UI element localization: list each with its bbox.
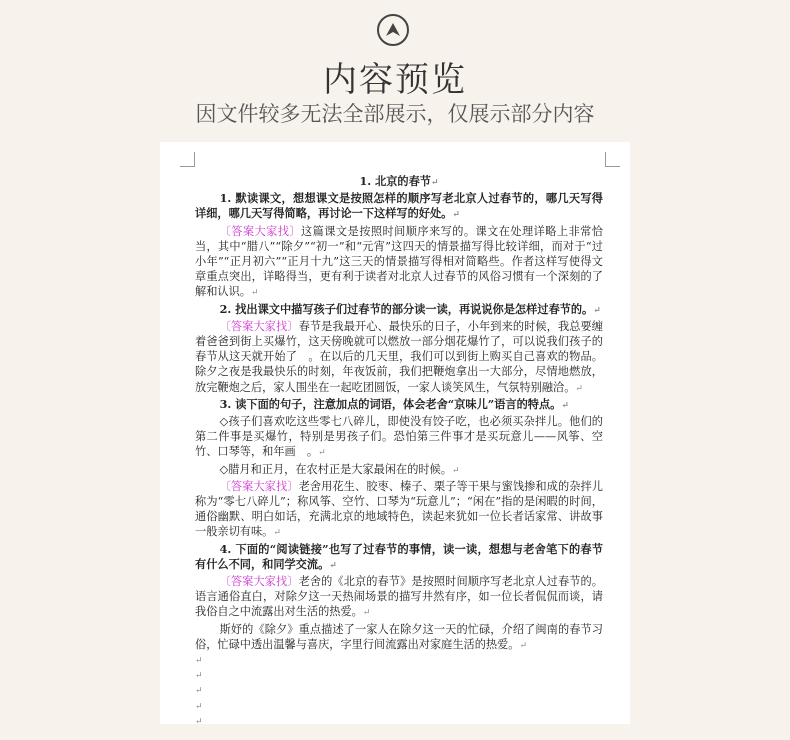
answer-tag: 〔答案大家找〕 xyxy=(219,319,299,333)
page-subtitle: 因文件较多无法全部展示，仅展示部分内容 xyxy=(195,102,595,126)
empty-paragraph: ↵ xyxy=(195,701,203,712)
answer-4a: 〔答案大家找〕老舍的《北京的春节》是按照时间顺序写老北京人过春节的。语言通俗直白，对除夕这一天热闹场景的描写井然有序，如一位长者侃侃而谈，请我俗自之中流露出对生活的热爱。↵ xyxy=(195,575,603,619)
question-1: 1. 默读课文，想想课文是按照怎样的顺序写老北京人过春节的，哪几天写得详细，哪几天写得简略，再讨论一下这样写的好处。↵ xyxy=(195,191,603,221)
empty-paragraph: ↵ xyxy=(195,716,203,724)
answer-tag: 〔答案大家找〕 xyxy=(219,575,299,589)
arrow-up-icon xyxy=(384,21,402,39)
page-corner-mark xyxy=(180,152,195,167)
sentence-3a: ◇孩子们喜欢吃这些零七八碎儿，即使没有饺子吃，也必须买杂拌儿。他们的第二件事是买爆竹，特别是男孩子们。恐怕第三件事才是买玩意儿——风筝、空竹、口琴等，和年画 。↵ xyxy=(195,415,603,459)
document-body xyxy=(195,174,603,724)
empty-paragraph: ↵ xyxy=(195,686,203,697)
question-2: 2. 找出课文中描写孩子们过春节的部分读一读，再说说你是怎样过春节的。↵ xyxy=(219,301,601,316)
doc-heading: 1. 北京的春节↵ xyxy=(359,174,439,188)
sentence-3b: ◇腊月和正月，在农村正是大家最闲在的时候。↵ xyxy=(219,462,460,476)
document-preview xyxy=(160,142,630,724)
page-corner-mark xyxy=(605,152,620,167)
empty-paragraph: ↵ xyxy=(195,671,203,682)
answer-tag: 〔答案大家找〕 xyxy=(219,224,302,238)
question-4: 4. 下面的“阅读链接”也写了过春节的事情，读一读，想想与老舍笔下的春节有什么不同，和同学交流。↵ xyxy=(195,541,603,571)
answer-1: 〔答案大家找〕这篇课文是按照时间顺序来写的。课文在处理详略上非常恰当，其中“腊八”“除夕”“初一”和“元宵”这四天的情景描写得比较详细，而对于“过小年”“正月初六”“正月十九”这三天的情景描写得相对简略些。作者这样写使得文章重点突出，详略得当，更有利于读者对北京人过春节的风俗习惯有一个深刻的了解和认识。↵ xyxy=(195,224,603,299)
page-title: 内容预览 xyxy=(323,60,467,100)
empty-paragraph: ↵ xyxy=(195,656,203,667)
question-3: 3. 读下面的句子，注意加点的词语，体会老舍“京味儿”语言的特点。↵ xyxy=(219,396,569,411)
answer-2: 〔答案大家找〕春节是我最开心、最快乐的日子，小年到来的时候，我总要缠着爸爸到街上买爆竹，这天傍晚就可以燃放一部分烟花爆竹了，可以说我们孩子的春节从这天就开始了 。在以后的几天里，我们可以到街上购买自己喜欢的物品。除夕之夜是我最快乐的时刻，年夜饭前，我们把鞭炮拿出一大部分，尽情地燃放，放完鞭炮之后，家人围坐在一起吃团圆饭，一家人谈笑风生，气氛特别融洽。↵ xyxy=(195,319,603,394)
answer-3: 〔答案大家找〕老舍用花生、胶枣、榛子、栗子等干果与蜜饯掺和成的杂拌儿称为“零七八碎儿”；称风筝、空竹、口琴为“玩意儿”；“闲在”指的是闲暇的时间，通俗幽默、明白如话，充满北京的地域特色，读起来犹如一位长者话家常、讲故事一般亲切有味。↵ xyxy=(195,479,603,539)
answer-tag: 〔答案大家找〕 xyxy=(219,479,299,493)
answer-4b: 斯妤的《除夕》重点描述了一家人在除夕这一天的忙碌，介绍了闽南的春节习俗，忙碌中透出温馨与喜庆，字里行间流露出对家庭生活的热爱。↵ xyxy=(195,622,603,651)
scroll-up-icon[interactable] xyxy=(377,14,409,46)
